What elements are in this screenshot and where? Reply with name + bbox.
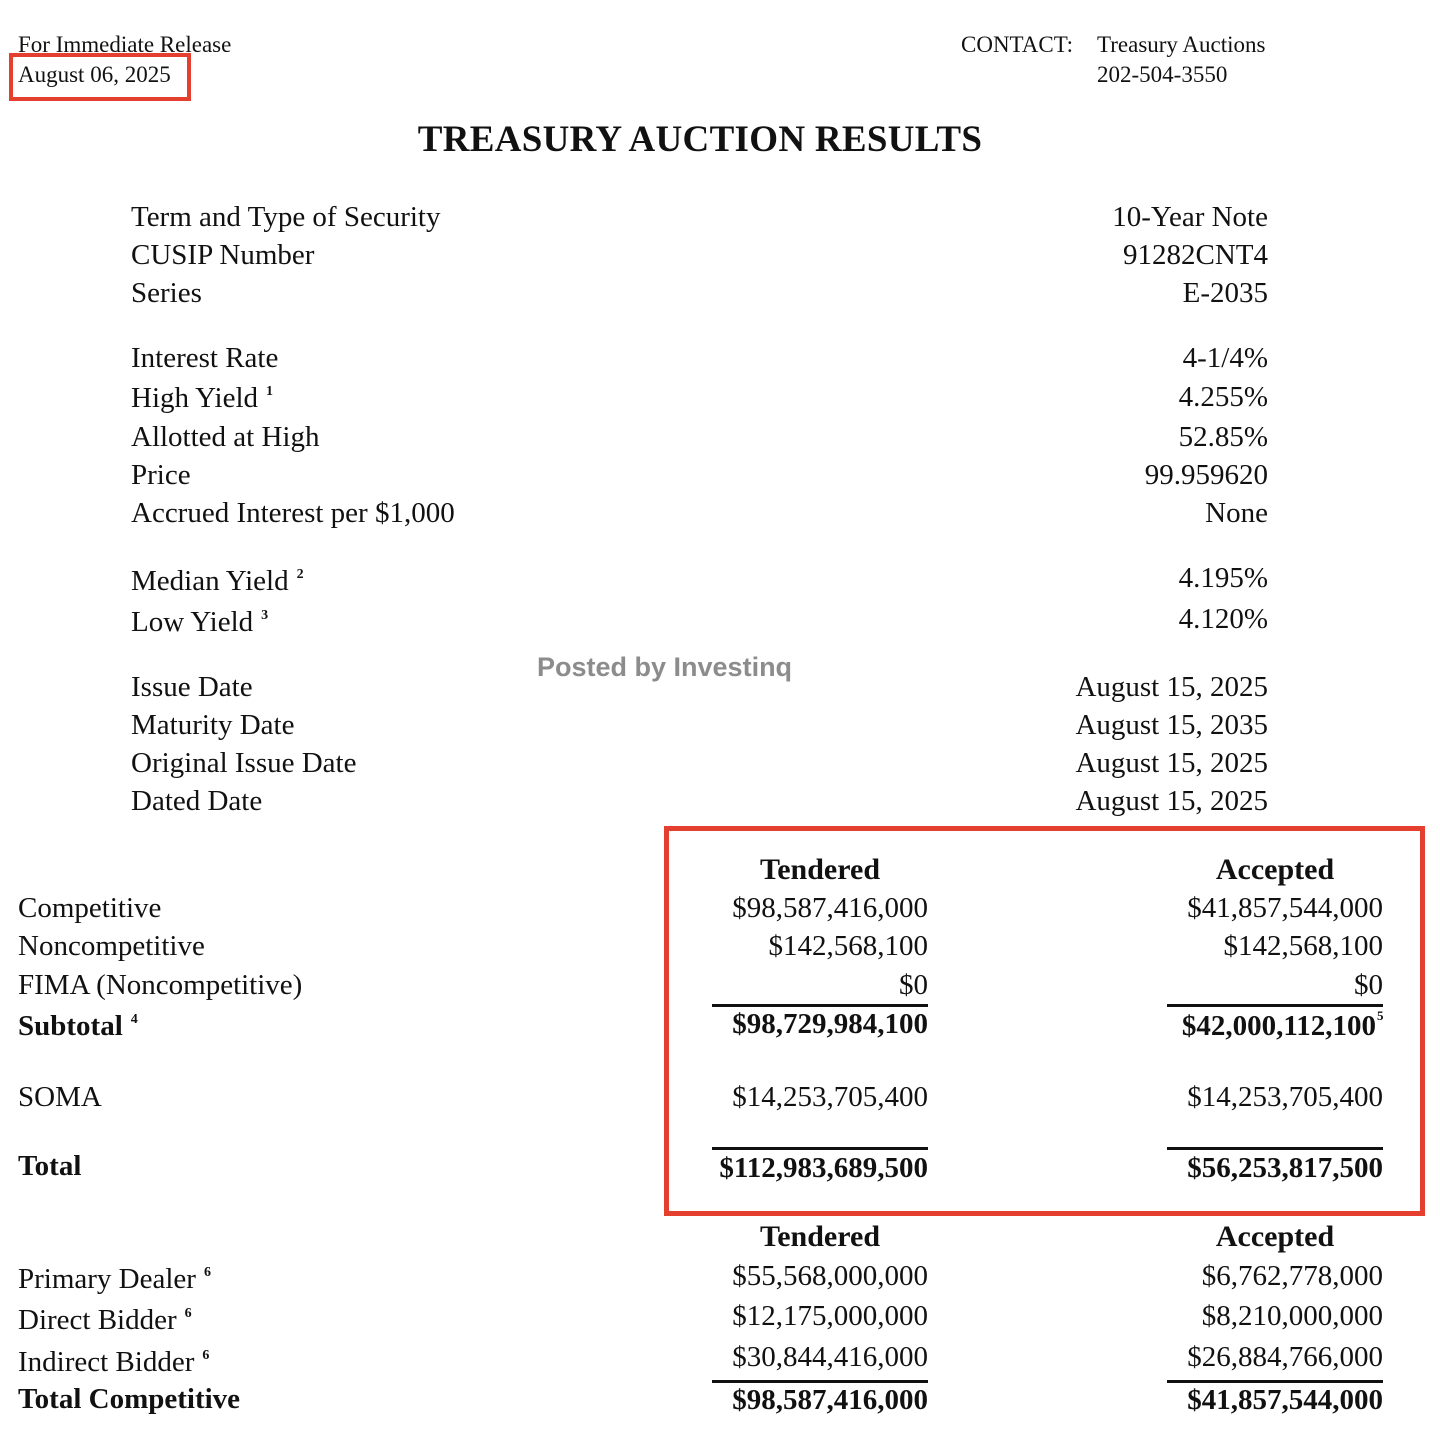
contact-name: Treasury Auctions	[1097, 32, 1266, 57]
original-issue-date-label: Original Issue Date	[131, 747, 357, 779]
allotted-label: Allotted at High	[131, 421, 320, 453]
subtotal-row	[18, 1008, 138, 1050]
date-highlight-box	[9, 53, 191, 101]
maturity-date-value: August 15, 2035	[1075, 709, 1268, 741]
dated-date-label: Dated Date	[131, 785, 263, 817]
price-value: 99.959620	[1144, 459, 1268, 491]
direct-bidder-tendered: $12,175,000,000	[732, 1300, 928, 1332]
total-tendered: $112,983,689,500	[719, 1152, 928, 1184]
soma-tendered: $14,253,705,400	[732, 1081, 928, 1113]
noncompetitive-label: Noncompetitive	[18, 930, 205, 962]
footnote-marker: 6	[202, 1348, 210, 1363]
contact-label: CONTACT:	[961, 32, 1074, 57]
footnote-marker: 5	[1377, 1008, 1384, 1023]
cusip-label: CUSIP Number	[131, 239, 315, 271]
maturity-date-label: Maturity Date	[131, 709, 295, 741]
fima-label: FIMA (Noncompetitive)	[18, 969, 303, 1001]
soma-label: SOMA	[18, 1081, 102, 1113]
indirect-bidder-tendered: $30,844,416,000	[732, 1341, 928, 1373]
page-title: TREASURY AUCTION RESULTS	[417, 119, 983, 160]
bidders-tendered-header: Tendered	[759, 1220, 881, 1253]
footnote-marker: 6	[184, 1306, 192, 1321]
release-date: August 06, 2025	[18, 62, 171, 87]
bidders-accepted-header: Accepted	[1215, 1220, 1335, 1253]
median-yield-row	[131, 563, 304, 605]
allotted-value: 52.85%	[1178, 421, 1268, 453]
total-label: Total	[18, 1150, 82, 1182]
bids-accepted-header: Accepted	[1215, 853, 1335, 886]
footnote-marker: 6	[203, 1265, 211, 1280]
series-label: Series	[131, 277, 202, 309]
dated-date-value: August 15, 2025	[1075, 785, 1268, 817]
low-yield-row	[131, 604, 268, 646]
noncompetitive-tendered: $142,568,100	[768, 930, 928, 962]
total-competitive-label: Total Competitive	[18, 1383, 241, 1415]
direct-bidder-label: Direct Bidder	[18, 1304, 177, 1336]
subtotal-rule-accepted	[1167, 1004, 1383, 1007]
issue-date-value: August 15, 2025	[1075, 671, 1268, 703]
fima-accepted: $0	[1354, 969, 1383, 1001]
subtotal-label: Subtotal	[18, 1010, 123, 1042]
indirect-bidder-accepted: $26,884,766,000	[1187, 1341, 1383, 1373]
competitive-accepted: $41,857,544,000	[1187, 892, 1383, 924]
cusip-value: 91282CNT4	[1123, 239, 1268, 271]
indirect-bidder-label: Indirect Bidder	[18, 1346, 195, 1378]
high-yield-value: 4.255%	[1178, 381, 1268, 413]
original-issue-date-value: August 15, 2025	[1075, 747, 1268, 779]
footnote-marker: 3	[261, 608, 269, 623]
watermark: Posted by Investinq	[537, 652, 793, 682]
low-yield-value: 4.120%	[1178, 603, 1268, 635]
high-yield-label: High Yield	[131, 382, 259, 414]
low-yield-label: Low Yield	[131, 606, 254, 638]
footnote-marker: 2	[296, 567, 304, 582]
median-yield-value: 4.195%	[1178, 562, 1268, 594]
noncompetitive-accepted: $142,568,100	[1223, 930, 1383, 962]
accrued-interest-value: None	[1205, 497, 1268, 529]
contact-phone: 202-504-3550	[1097, 62, 1228, 87]
subtotal-accepted: $42,000,112,100	[1181, 1010, 1376, 1042]
median-yield-label: Median Yield	[131, 565, 289, 597]
total-accepted: $56,253,817,500	[1187, 1152, 1383, 1184]
primary-dealer-row	[18, 1261, 211, 1303]
release-label: For Immediate Release	[18, 32, 232, 57]
issue-date-label: Issue Date	[131, 671, 253, 703]
bids-tendered-header: Tendered	[759, 853, 881, 886]
accrued-interest-label: Accrued Interest per $1,000	[131, 497, 455, 529]
interest-rate-value: 4-1/4%	[1182, 342, 1268, 374]
fima-tendered: $0	[899, 969, 928, 1001]
primary-dealer-tendered: $55,568,000,000	[732, 1260, 928, 1292]
competitive-label: Competitive	[18, 892, 162, 924]
soma-accepted: $14,253,705,400	[1187, 1081, 1383, 1113]
price-label: Price	[131, 459, 191, 491]
indirect-bidder-row	[18, 1344, 209, 1386]
direct-bidder-row	[18, 1302, 192, 1344]
footnote-marker: 4	[130, 1012, 138, 1027]
term-type-label: Term and Type of Security	[131, 201, 441, 233]
term-type-value: 10-Year Note	[1112, 201, 1268, 233]
high-yield-row	[131, 380, 273, 422]
direct-bidder-accepted: $8,210,000,000	[1201, 1300, 1383, 1332]
footnote-marker: 1	[266, 384, 274, 399]
primary-dealer-accepted: $6,762,778,000	[1201, 1260, 1383, 1292]
total-competitive-accepted: $41,857,544,000	[1187, 1384, 1383, 1416]
interest-rate-label: Interest Rate	[131, 342, 279, 374]
primary-dealer-label: Primary Dealer	[18, 1263, 196, 1295]
competitive-tendered: $98,587,416,000	[732, 892, 928, 924]
subtotal-tendered: $98,729,984,100	[732, 1008, 928, 1040]
total-competitive-tendered: $98,587,416,000	[732, 1384, 928, 1416]
series-value: E-2035	[1182, 277, 1268, 309]
